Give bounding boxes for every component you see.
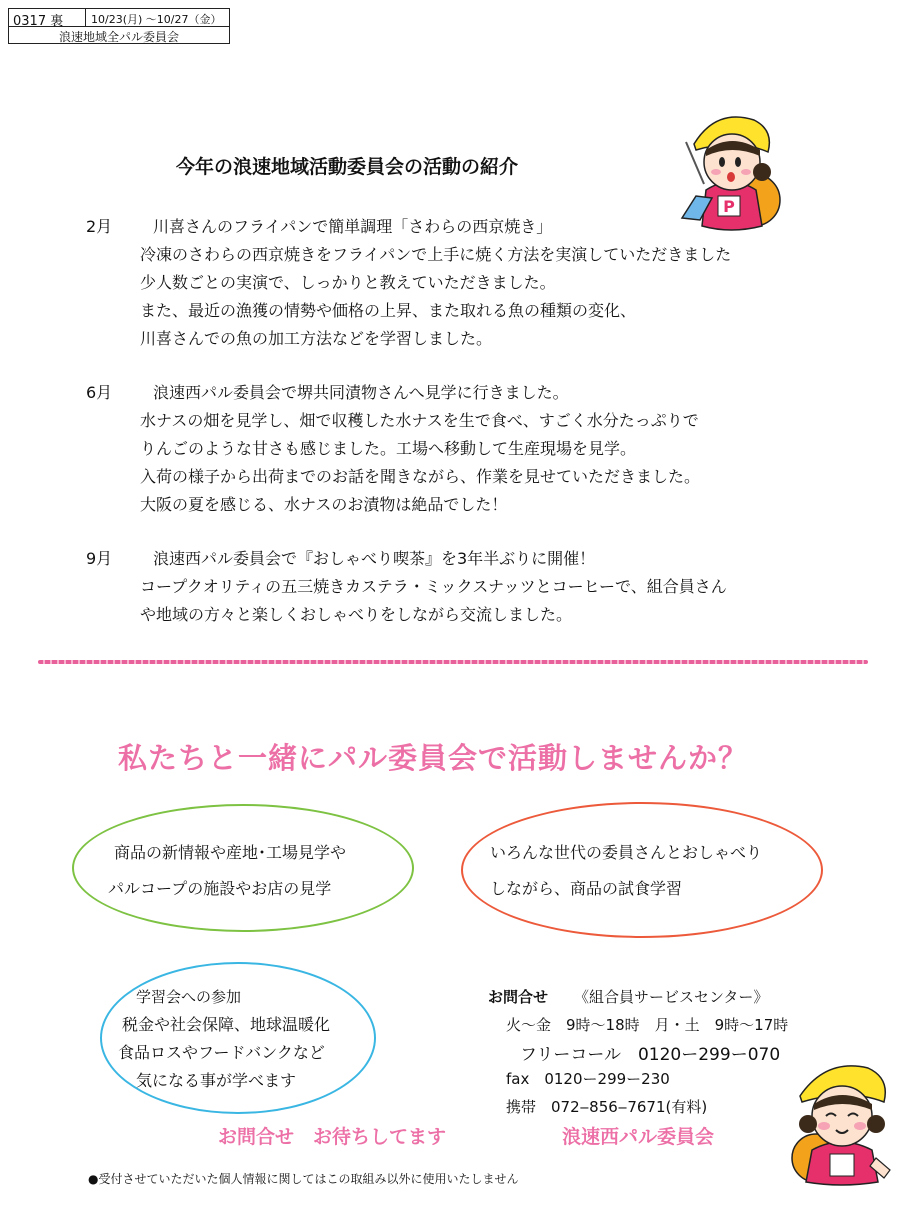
bubble-red-line: しながら、商品の試食学習 <box>490 879 683 898</box>
slogan: 私たちと一緒にパル委員会で活動しませんか？ <box>118 741 749 775</box>
activity-line: 冷凍のさわらの西京焼きをフライパンで上手に焼く方法を実演していただきました <box>140 245 732 264</box>
inquiry-hours: 火～金 9時～18時 月・土 9時～17時 <box>506 1016 789 1034</box>
activity-line: 川喜さんのフライパンで簡単調理「さわらの西京焼き」 <box>153 217 553 236</box>
inquiry-center: 《組合員サービスセンター》 <box>574 988 769 1006</box>
mascot-top-icon <box>676 104 788 232</box>
inquiry-label: お問合せ <box>488 988 549 1006</box>
header-separator <box>85 9 86 26</box>
bubble-blue-line: 税金や社会保障、地球温暖化 <box>122 1015 331 1034</box>
bubble-blue-line: 食品ロスやフードバンクなど <box>118 1043 325 1062</box>
activity-line: コープクオリティの五三焼きカステラ・ミックスナッツとコーヒーで、組合員さん <box>140 577 727 596</box>
bubble-green-line: パルコープの施設やお店の見学 <box>108 879 332 898</box>
privacy-note: ●受付させていただいた個人情報に関してはこの取組み以外に使用いたしません <box>88 1172 519 1186</box>
activity-line: また、最近の漁獲の情勢や価格の上昇、また取れる魚の種類の変化、 <box>140 301 637 320</box>
bubble-red <box>461 802 823 938</box>
activity-line: 入荷の様子から出荷までのお話を聞きながら、作業を見せていただきました。 <box>140 467 701 486</box>
activity-line: 少人数ごとの実演で、しっかりと教えていただきました。 <box>140 273 556 292</box>
month-label: 6月 <box>86 383 113 402</box>
header-committee: 浪速地域全パル委員会 <box>58 30 179 44</box>
activity-line: 大阪の夏を感じる、水ナスのお漬物は絶品でした！ <box>140 495 508 514</box>
inquiry-mobile: 携帯 072‒856‒7671(有料) <box>506 1098 708 1116</box>
bubble-red-line: いろんな世代の委員さんとおしゃべり <box>490 843 763 862</box>
activity-line: 浪速西パル委員会で『おしゃべり喫茶』を3年半ぶりに開催！ <box>153 549 596 568</box>
bubble-green-line: 商品の新情報や産地･工場見学や <box>114 843 347 862</box>
header-box <box>8 8 230 44</box>
closing-right: 浪速西パル委員会 <box>562 1126 715 1148</box>
activity-line: りんごのような甘さも感じました。工場へ移動して生産現場を見学。 <box>140 439 637 458</box>
bubble-blue-line: 気になる事が学べます <box>136 1071 297 1090</box>
activity-line: や地域の方々と楽しくおしゃべりをしながら交流しました。 <box>140 605 573 624</box>
month-label: 9月 <box>86 549 113 568</box>
month-label: 2月 <box>86 217 113 236</box>
mascot-bottom-icon <box>786 1058 896 1186</box>
header-row-top <box>9 9 229 27</box>
mascot-badge: P <box>723 197 735 216</box>
issue-date: 10/23(月) ～10/27（金） <box>91 13 222 26</box>
activity-line: 川喜さんでの魚の加工方法などを学習しました。 <box>140 329 493 348</box>
inquiry-freecall: フリーコール 0120ー299ー070 <box>520 1045 781 1065</box>
bubble-blue <box>100 962 376 1114</box>
pink-divider <box>38 660 868 664</box>
bubble-blue-line: 学習会への参加 <box>136 988 242 1006</box>
activity-line: 浪速西パル委員会で堺共同漬物さんへ見学に行きました。 <box>153 383 569 402</box>
page-title: 今年の浪速地域活動委員会の活動の紹介 <box>176 156 519 178</box>
activity-line: 水ナスの畑を見学し、畑で収穫した水ナスを生で食べ、すごく水分たっぷりで <box>140 411 699 430</box>
bubble-green <box>72 804 414 932</box>
closing-left: お問合せ お待ちしてます <box>218 1126 447 1148</box>
inquiry-fax: fax 0120ー299ー230 <box>506 1070 670 1088</box>
issue-code: 0317 裏 <box>13 14 64 29</box>
